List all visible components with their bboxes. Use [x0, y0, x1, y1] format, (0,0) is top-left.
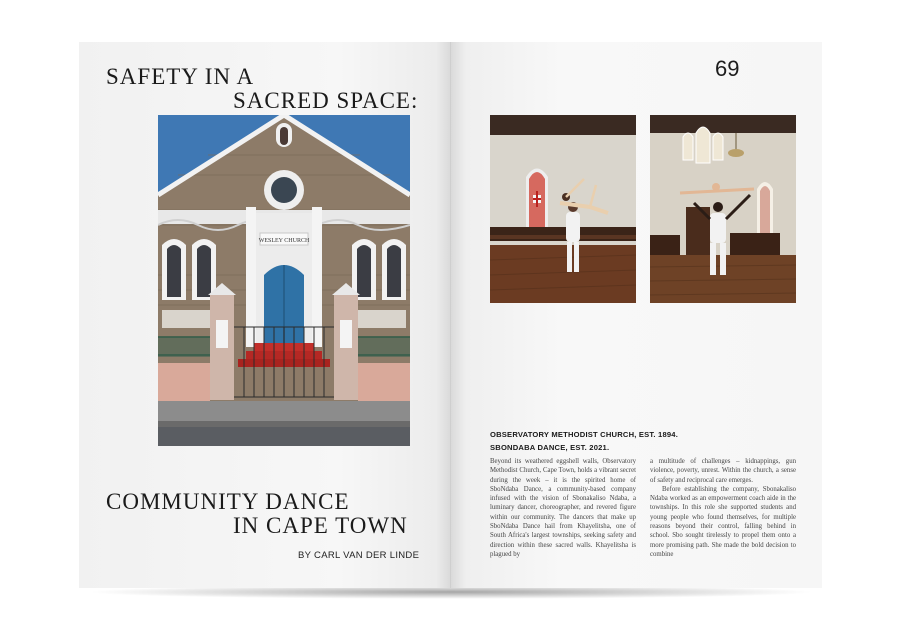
left-page — [79, 42, 451, 588]
photo-caption — [490, 428, 678, 454]
article-paragraph: Before establishing the company, Sbonakaliso Ndaba worked as an empowerment coach aide in the townships. In this role she supported students and young people who found themselves, for multiple reasons beyond their control, falling behind in school. Sbo sought tirelessly to propel them onto a more promising path. She made the bold decision to combine — [650, 485, 796, 558]
caption-line-1: OBSERVATORY METHODIST CHURCH, EST. 1894. — [490, 430, 679, 439]
magazine-spread — [79, 42, 822, 588]
svg-text:WESLEY CHURCH: WESLEY CHURCH — [258, 238, 310, 244]
byline: BY CARL VAN DER LINDE — [298, 550, 420, 561]
church-photo — [158, 115, 410, 446]
page-number: 69 — [715, 56, 740, 81]
dance-photo-1 — [490, 115, 636, 303]
subtitle-line-1: COMMUNITY DANCE — [106, 489, 350, 514]
title-line-1: SAFETY IN A — [106, 64, 255, 89]
article-paragraph: Beyond its weathered eggshell walls, Observatory Methodist Church, Cape Town, holds a vibrant secret during the week – it is the spirited home of SboNdaba Dance, a community-based company infused with the vision of Sbonakaliso Ndaba, a luminary dancer, choreographer, and revered figure within our community. The dancers that make up SboNdaba Dance hail from Khayelitsha, one of South Africa's largest townships, seeking safety and direction within these sacred walls. Khayelitsha is plagued by — [490, 458, 636, 558]
right-page — [451, 42, 822, 588]
dance-photo-2 — [650, 115, 796, 303]
caption-line-2: SBONDABA DANCE, EST. 2021. — [490, 443, 610, 452]
article-column-2 — [650, 457, 796, 559]
title-line-2: SACRED SPACE: — [233, 88, 419, 113]
article-column-1 — [490, 457, 636, 559]
subtitle-line-2: IN CAPE TOWN — [233, 513, 408, 538]
article-paragraph: a multitude of challenges – kidnappings, gun violence, poverty, unrest. Within the church, a sense of safety and reciprocal care emerges. — [650, 458, 796, 484]
